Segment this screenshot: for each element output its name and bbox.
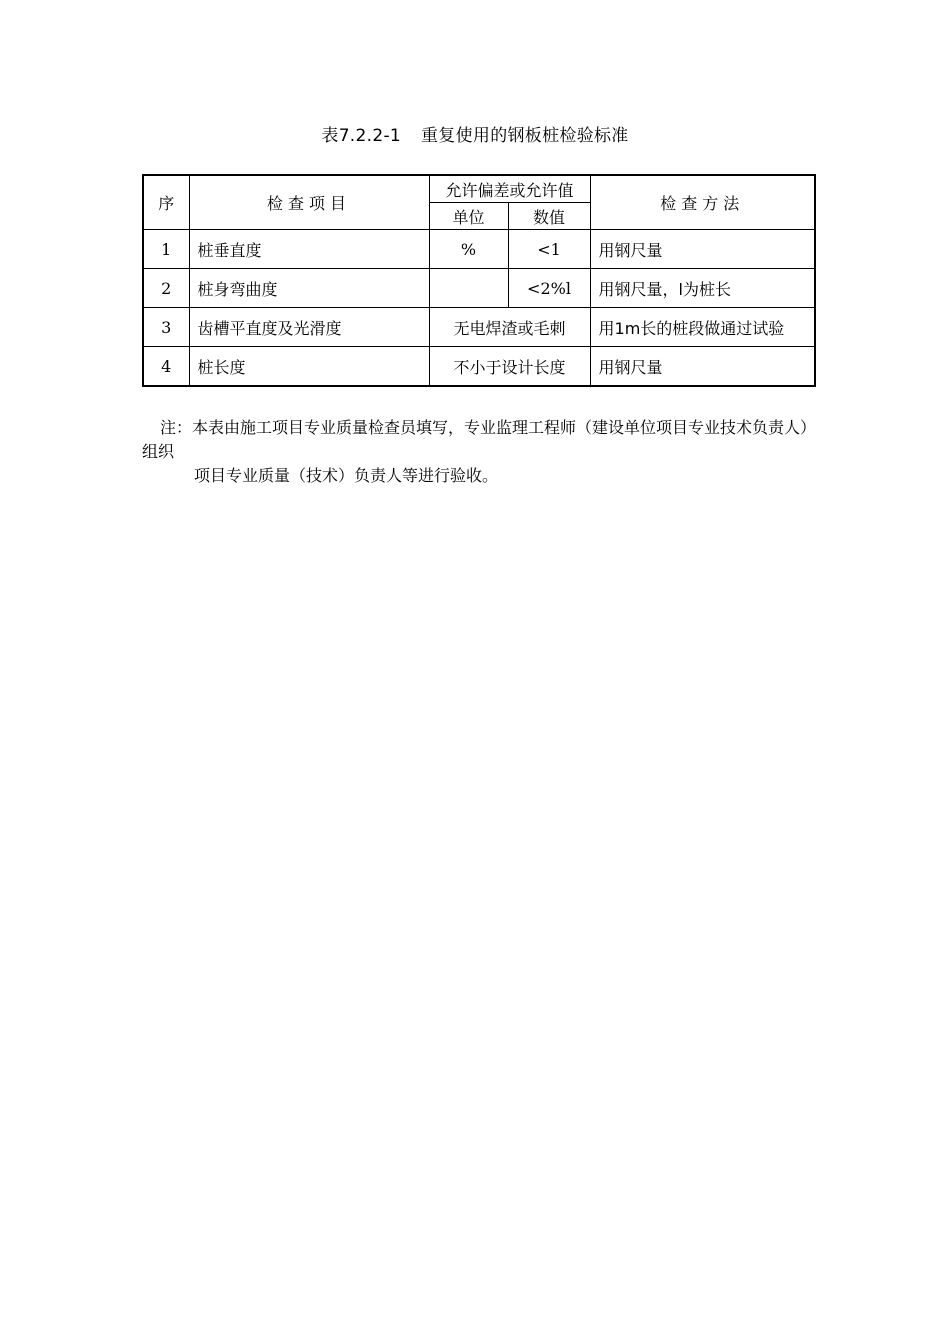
row-seq: 3 (143, 308, 189, 347)
table-row (143, 230, 815, 269)
row-method: 用1m长的桩段做通过试验 (590, 308, 815, 347)
table-note (142, 416, 816, 488)
row-merged-allowance: 无电焊渣或毛刺 (429, 308, 590, 347)
row-method: 用钢尺量 (590, 347, 815, 387)
table-title-text: 重复使用的钢板桩检验标准 (421, 126, 629, 146)
row-item: 桩身弯曲度 (189, 269, 429, 308)
table-row (143, 308, 815, 347)
row-merged-allowance: 不小于设计长度 (429, 347, 590, 387)
row-item: 齿槽平直度及光滑度 (189, 308, 429, 347)
row-value: <2%l (508, 269, 590, 308)
note-line-1: 注：本表由施工项目专业质量检查员填写，专业监理工程师（建设单位项目专业技术负责人）组织 (142, 418, 817, 461)
row-method: 用钢尺量 (590, 230, 815, 269)
row-unit (429, 269, 508, 308)
note-line-2: 项目专业质量（技术）负责人等进行验收。 (194, 466, 499, 485)
row-item: 桩长度 (189, 347, 429, 387)
row-seq: 2 (143, 269, 189, 308)
row-method: 用钢尺量，l为桩长 (590, 269, 815, 308)
header-seq: 序 (143, 175, 189, 230)
header-row (143, 175, 815, 203)
table-row (143, 347, 815, 387)
header-method: 检查方法 (590, 175, 815, 230)
header-value: 数值 (508, 203, 590, 230)
header-item: 检查项目 (189, 175, 429, 230)
row-seq: 4 (143, 347, 189, 387)
inspection-standard-table (142, 174, 816, 387)
table-number: 表7.2.2-1 (321, 126, 401, 146)
row-value: <1 (508, 230, 590, 269)
table-row (143, 269, 815, 308)
row-unit: % (429, 230, 508, 269)
header-unit: 单位 (429, 203, 508, 230)
row-item: 桩垂直度 (189, 230, 429, 269)
header-allowance: 允许偏差或允许值 (429, 175, 590, 203)
table-title (0, 124, 950, 148)
row-seq: 1 (143, 230, 189, 269)
